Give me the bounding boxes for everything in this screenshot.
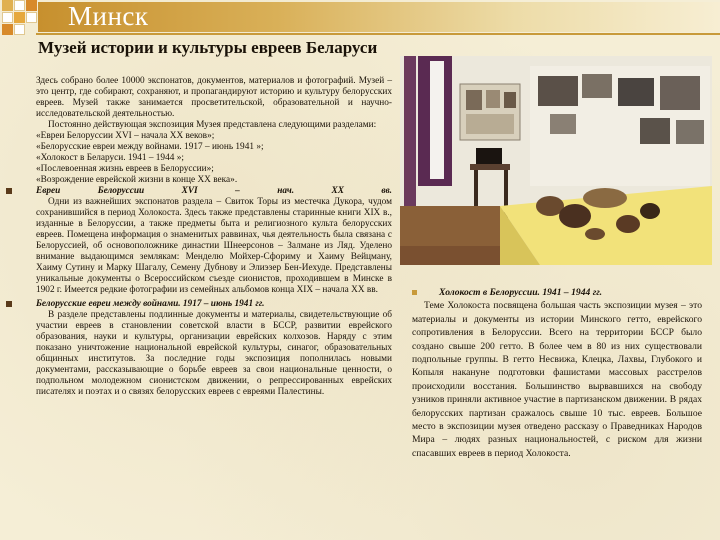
bullet-icon [6, 301, 12, 307]
bullet-icon [6, 188, 12, 194]
intro-section-item: «Возрождение еврейской жизни в конце XX века». [36, 175, 238, 185]
section-1 [36, 186, 392, 296]
intro-sections-lead: Постоянно действующая экспозиция Музея представлена следующими разделами: [48, 120, 377, 130]
section-3-heading [412, 286, 702, 299]
section-3-heading-text: Холокост в Белоруссии. 1941 – 1944 гг. [439, 287, 603, 298]
section-2 [36, 299, 392, 398]
intro-section-item: «Евреи Белоруссии XVI – начала XX веков»; [36, 131, 215, 141]
section-1-heading: Евреи Белоруссии XVI – нач. XX вв. [36, 186, 392, 196]
intro-section-item: «Послевоенная жизнь евреев в Белоруссии»; [36, 164, 214, 174]
section-2-heading: Белорусские евреи между войнами. 1917 – июнь 1941 гг. [36, 299, 265, 309]
left-column-text [36, 76, 392, 398]
header [0, 0, 720, 34]
header-divider [36, 33, 720, 35]
intro-paragraph: Здесь собрано более 10000 экспонатов, документов, материалов и фотографий. Музей – это центр, где собирают, сохраняют, и пропагандируют историю и культуру белорусских евреев. Музей также занимается просветительской, образовательной и научно-исследовательской деятельностью. [36, 76, 392, 119]
museum-photo-image [400, 56, 712, 265]
header-title: Минск [68, 1, 149, 31]
decorative-squares-logo [0, 0, 38, 34]
section-2-text: В разделе представлены подлинные документы и материалы, свидетельствующие об участии евреев в становлении советской власти в БССР, развитии еврейского образования, науки и культуры, организации еврейских колхозов. Наряду с этим показано уничтожение национальной еврейской культуры, синагог, образовательных общинных институтов. За последние годы экспозиция пополнилась новыми документами, рассказывающие о борьбе евреев за свои национальные ценности, о подпольном молодежном сионистском движении, о репрессированных еврейских писателях и поэтах и о связях белорусских евреев с евреями Палестины. [36, 310, 392, 397]
intro-section-item: «Белорусские евреи между войнами. 1917 – июнь 1941 »; [36, 142, 264, 152]
section-3-text: Теме Холокоста посвящена большая часть экспозиции музея – это материалы и документы из истории Минского гетто, еврейского сопротивления в Белоруссии. Всего на территории БССР было создано свыше 200 гетто. В более чем в 80 из них существовали подпольные группы. В гетто Несвижа, Клецка, Лахвы, Глубокого и Копыля накануне подготовки фашистами массовых расстрелов происходили восстания. Большинство вырвавшихся на свободу узников приняли активное участие в партизанском движении. В рядах белорусских партизан сражалось свыше 10 тыс. евреев. Большое место в экспозиции музея отведено рассказу о Праведниках Народов Мира – людях разных национальностей, с риском для жизни спасавших евреев в период Холокоста. [412, 300, 702, 459]
intro-section-item: «Холокост в Беларуси. 1941 – 1944 »; [36, 153, 184, 163]
bullet-icon [412, 290, 417, 295]
museum-exhibition-photo [400, 56, 712, 265]
section-1-text: Одни из важнейших экспонатов раздела – Свиток Торы из местечка Дукора, чудом сохранившийся в период Холокоста. Здесь также представлены старинные книги XIX в., изданные в Белоруссии, а также предметы быта и религиозного культа белорусских евреев. Помещена информация о знаменитых раввинах, чья деятельность была связана с Белоруссией, об основоположнике династии Шнеерсонов – Залмане из Ляд. Уделено внимание выдающимся землякам: Менделю Мойхер-Сфориму и Хаиму Вейцману, Хаиму Сутину и Марку Шагалу, Семену Дубнову и Элиэзер Бен-Иехуде. Представлены уникальные документы о Всероссийском съезде сионистов, проходившем в Минске в 1902 г. Имеется редкие фотографии из семейных альбомов конца XIX – начала XX вв. [36, 197, 392, 295]
page-title: Музей истории и культуры евреев Беларуси [38, 38, 378, 57]
right-column-text [412, 286, 702, 460]
